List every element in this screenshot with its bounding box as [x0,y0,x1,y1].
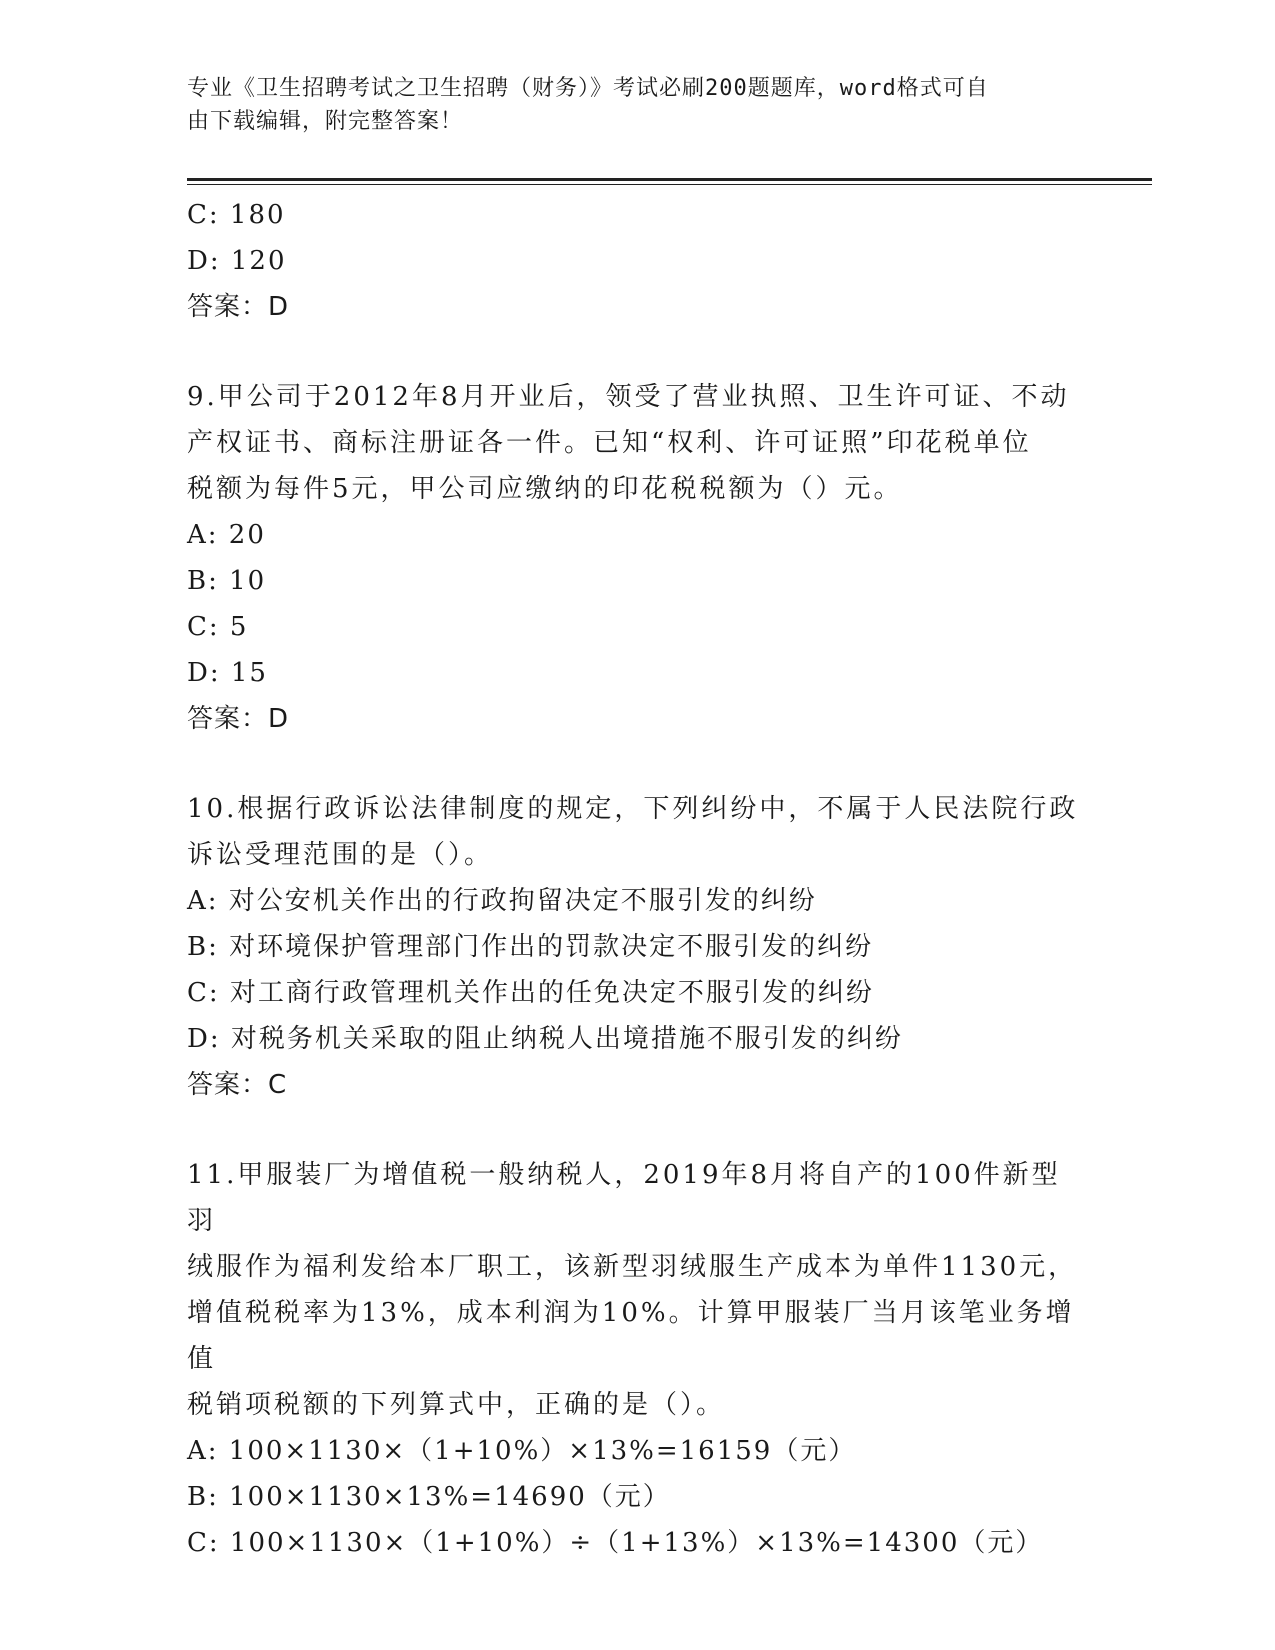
question-text-line: 诉讼受理范围的是（）。 [187,840,494,870]
option-b: B: 对环境保护管理部门作出的罚款决定不服引发的纠纷 [187,932,874,962]
header-line-1: 专业《卫生招聘考试之卫生招聘（财务）》考试必刷200题题库，word格式可自 [187,76,989,101]
option-c: C: 对工商行政管理机关作出的任免决定不服引发的纠纷 [187,978,874,1008]
option-a: A: 100×1130×（1+10%）×13%=16159（元） [187,1436,857,1466]
document-header [187,72,1067,138]
question-text-line: 10.根据行政诉讼法律制度的规定，下列纠纷中，不属于人民法院行政 [187,794,1079,824]
option-d: D: 对税务机关采取的阻止纳税人出境措施不服引发的纠纷 [187,1024,903,1054]
question-block-9 [187,374,1087,742]
spacer [187,742,1087,786]
header-line-2: 由下载编辑，附完整答案！ [187,109,464,134]
question-text-line: 税额为每件5元，甲公司应缴纳的印花税税额为（）元。 [187,474,903,504]
option-b: B: 100×1130×13%=14690（元） [187,1482,671,1512]
option-c: C: 100×1130×（1+10%）÷（1+13%）×13%=14300（元） [187,1528,1044,1558]
spacer [187,330,1087,374]
option-d: D: 15 [187,658,268,688]
question-block-prev [187,192,1087,330]
question-text-line: 产权证书、商标注册证各一件。已知“权利、许可证照”印花税单位 [187,428,1032,458]
question-text-line: 绒服作为福利发给本厂职工，该新型羽绒服生产成本为单件1130元， [187,1252,1078,1282]
question-text-line: 11.甲服装厂为增值税一般纳税人，2019年8月将自产的100件新型羽 [187,1160,1061,1236]
header-rule-thick [187,178,1152,181]
question-block-10 [187,786,1087,1108]
question-text-line: 增值税税率为13%，成本利润为10%。计算甲服装厂当月该笔业务增值 [187,1298,1075,1374]
spacer [187,1108,1087,1152]
question-block-11 [187,1152,1087,1566]
answer-line: 答案：C [187,1070,288,1100]
header-rule-thin [187,184,1152,185]
option-d: D: 120 [187,246,287,276]
option-a: A: 20 [187,520,266,550]
question-text-line: 9.甲公司于2012年8月开业后，领受了营业执照、卫生许可证、不动 [187,382,1070,412]
option-c: C: 180 [187,200,286,230]
document-body [187,192,1087,1566]
option-a: A: 对公安机关作出的行政拘留决定不服引发的纠纷 [187,886,817,916]
option-c: C: 5 [187,612,249,642]
answer-line: 答案：D [187,704,290,734]
answer-line: 答案：D [187,292,290,322]
question-text-line: 税销项税额的下列算式中，正确的是（）。 [187,1390,726,1420]
option-b: B: 10 [187,566,267,596]
